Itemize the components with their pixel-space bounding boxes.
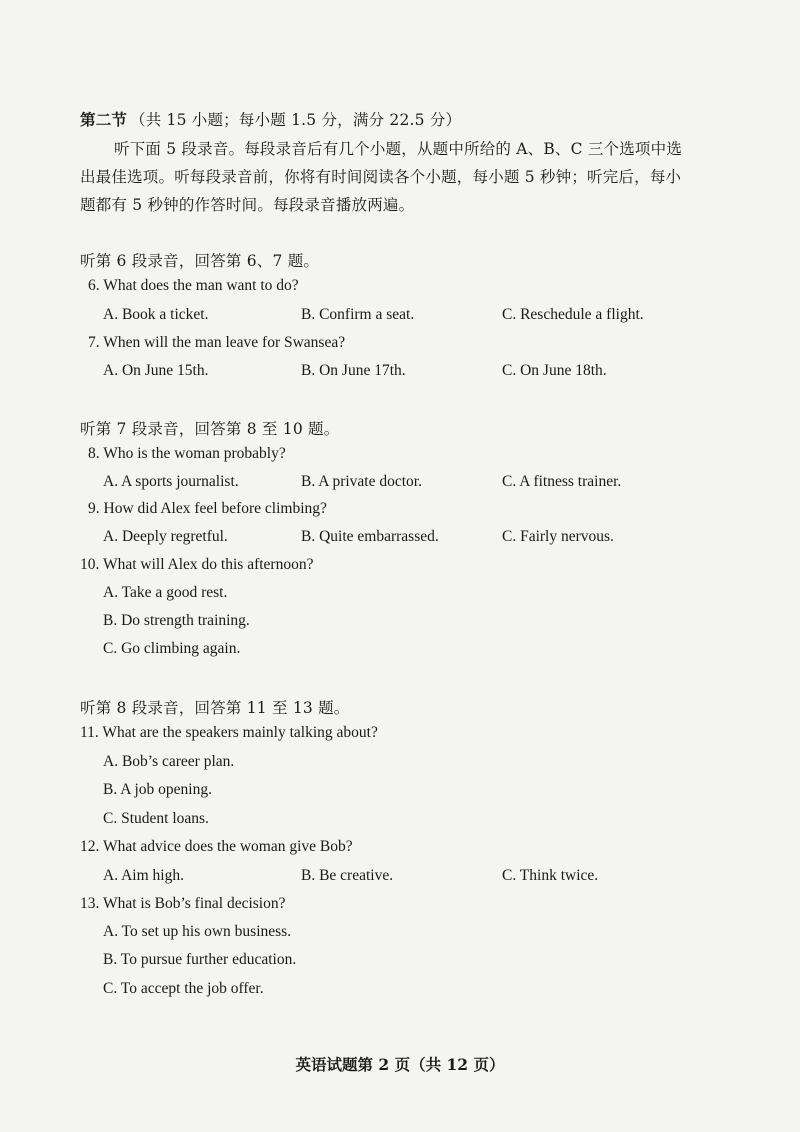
question-12-option-b: B. Be creative.: [301, 867, 394, 884]
question-11-stem: 11. What are the speakers mainly talking about?: [80, 724, 378, 741]
question-9-option-a: A. Deeply regretful.: [103, 528, 228, 545]
question-12-option-a: A. Aim high.: [103, 867, 184, 884]
question-6-option-b: B. Confirm a seat.: [301, 306, 415, 323]
question-6-option-a: A. Book a ticket.: [103, 306, 209, 323]
question-10-option-c: C. Go climbing again.: [103, 640, 241, 657]
question-13-option-b: B. To pursue further education.: [103, 951, 297, 968]
question-7-stem: 7. When will the man leave for Swansea?: [88, 334, 346, 351]
question-7-option-a: A. On June 15th.: [103, 362, 209, 379]
question-6-stem: 6. What does the man want to do?: [88, 277, 299, 294]
question-11-option-b: B. A job opening.: [103, 781, 212, 798]
question-10-stem: 10. What will Alex do this afternoon?: [80, 556, 314, 573]
group-heading-6: 听第 6 段录音，回答第 6、7 题。: [80, 252, 320, 270]
instruction-line-2: 出最佳选项。听每段录音前，你将有时间阅读各个小题，每小题 5 秒钟；听完后，每小: [80, 168, 682, 186]
question-8-option-c: C. A fitness trainer.: [502, 473, 622, 490]
question-12-stem: 12. What advice does the woman give Bob?: [80, 838, 353, 855]
question-11-option-c: C. Student loans.: [103, 810, 209, 827]
question-13-option-a: A. To set up his own business.: [103, 923, 292, 940]
question-13-stem: 13. What is Bob’s final decision?: [80, 895, 286, 912]
question-9-stem: 9. How did Alex feel before climbing?: [88, 500, 327, 517]
question-10-option-a: A. Take a good rest.: [103, 584, 228, 601]
page-footer: 英语试题第 2 页（共 12 页）: [295, 1055, 505, 1074]
question-12-option-c: C. Think twice.: [502, 867, 599, 884]
instruction-line-1: 听下面 5 段录音。每段录音后有几个小题，从题中所给的 A、B、C 三个选项中选: [114, 140, 683, 158]
group-heading-7: 听第 7 段录音，回答第 8 至 10 题。: [80, 420, 340, 438]
question-9-option-c: C. Fairly nervous.: [502, 528, 614, 545]
question-13-option-c: C. To accept the job offer.: [103, 980, 264, 997]
question-6-option-c: C. Reschedule a flight.: [502, 306, 644, 323]
question-8-option-a: A. A sports journalist.: [103, 473, 239, 490]
question-11-option-a: A. Bob’s career plan.: [103, 753, 235, 770]
instruction-line-3: 题都有 5 秒钟的作答时间。每段录音播放两遍。: [80, 196, 415, 214]
section-title: 第二节: [80, 110, 128, 129]
question-7-option-c: C. On June 18th.: [502, 362, 607, 379]
section-subtitle: （共 15 小题；每小题 1.5 分，满分 22.5 分）: [130, 111, 462, 129]
question-8-option-b: B. A private doctor.: [301, 473, 422, 490]
question-7-option-b: B. On June 17th.: [301, 362, 406, 379]
group-heading-8: 听第 8 段录音，回答第 11 至 13 题。: [80, 699, 350, 717]
question-8-stem: 8. Who is the woman probably?: [88, 445, 286, 462]
question-10-option-b: B. Do strength training.: [103, 612, 250, 629]
question-9-option-b: B. Quite embarrassed.: [301, 528, 439, 545]
